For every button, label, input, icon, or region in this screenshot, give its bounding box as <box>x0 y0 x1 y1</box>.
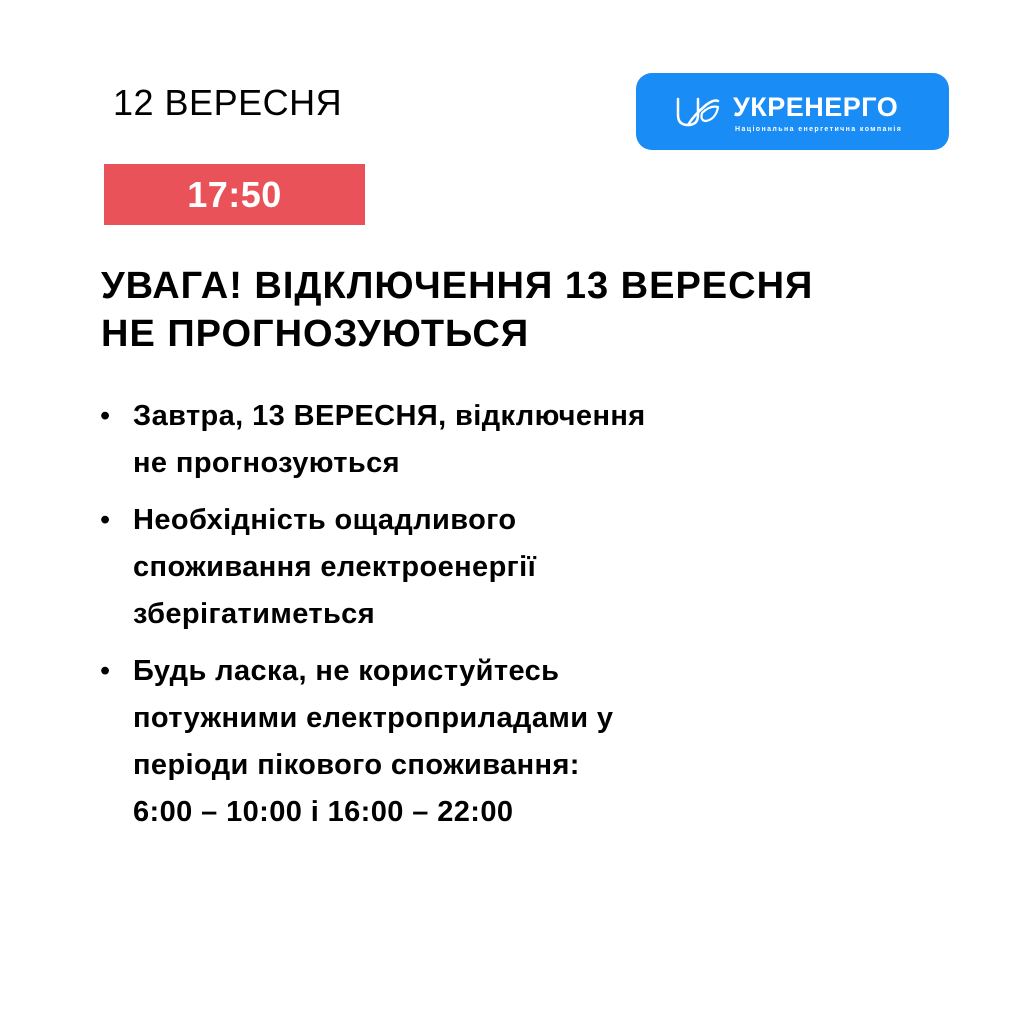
ukrenergo-logo <box>636 73 949 150</box>
list-item-line: зберігатиметься <box>133 598 376 630</box>
bullet-icon: • <box>100 400 111 432</box>
bullet-icon: • <box>100 504 111 536</box>
list-item <box>100 648 960 836</box>
list-item-line: Завтра, 13 ВЕРЕСНЯ, відключення <box>133 400 646 432</box>
logo-name: УКРЕНЕРГО <box>733 92 899 122</box>
logo-tagline: Національна енергетична компанія <box>735 126 903 133</box>
list-item-line: потужними електроприладами у <box>133 702 614 734</box>
list-item <box>100 497 960 638</box>
headline-line-2: НЕ ПРОГНОЗУЮТЬСЯ <box>101 313 530 355</box>
list-item-line: Будь ласка, не користуйтесь <box>133 655 560 687</box>
headline <box>101 262 981 358</box>
list-item <box>100 393 960 487</box>
list-item-line: 6:00 – 10:00 і 16:00 – 22:00 <box>133 796 514 828</box>
list-item-line: споживання електроенергії <box>133 551 537 583</box>
time-label: 17:50 <box>187 173 282 215</box>
list-item-line: періоди пікового споживання: <box>133 749 580 781</box>
date-label: 12 ВЕРЕСНЯ <box>113 82 343 123</box>
ukrenergo-logo-icon <box>674 93 722 129</box>
list-item-line: не прогнозуються <box>133 447 400 479</box>
headline-line-1: УВАГА! ВІДКЛЮЧЕННЯ 13 ВЕРЕСНЯ <box>101 265 814 307</box>
list-item-line: Необхідність ощадливого <box>133 504 517 536</box>
time-badge <box>104 164 365 225</box>
bullet-icon: • <box>100 655 111 687</box>
bullet-list <box>100 393 960 846</box>
